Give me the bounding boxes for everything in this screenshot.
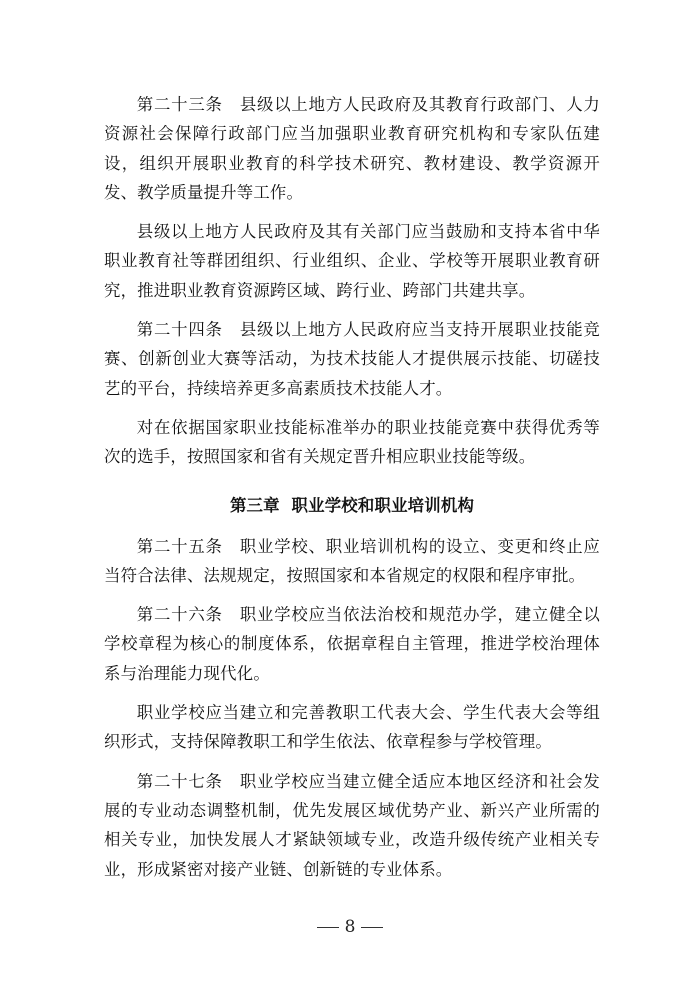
article-number: 第二十四条 [136, 320, 223, 340]
article-25-paragraph [104, 532, 600, 591]
paragraph-text: 县级以上地方人民政府及其有关部门应当鼓励和支持本省中华职业教育社等群团组织、行业组织、企业、学校等开展职业教育研究，推进职业教育资源跨区域、跨行业、跨部门共建共享。 [104, 222, 600, 300]
article-26-paragraph [104, 600, 600, 688]
paragraph [104, 413, 600, 472]
page-number: 8 [344, 917, 356, 937]
document-body [104, 90, 600, 884]
paragraph-text: 职业学校应当建立健全适应本地区经济和社会发展的专业动态调整机制，优先发展区域优势产业、新兴产业所需的相关专业，加快发展人才紧缺领域专业，改造升级传统产业相关专业，形成紧密对接产业链、创新链的专业体系。 [104, 771, 601, 879]
article-number: 第二十七条 [136, 771, 223, 791]
article-23-paragraph [104, 90, 600, 207]
paragraph [104, 698, 600, 757]
paragraph-text: 县级以上地方人民政府及其教育行政部门、人力资源社会保障行政部门应当加强职业教育研究机构和专家队伍建设，组织开展职业教育的科学技术研究、教材建设、教学资源开发、教学质量提升等工作。 [104, 95, 601, 202]
article-27-paragraph [104, 767, 600, 884]
paragraph-text: 职业学校、职业培训机构的设立、变更和终止应当符合法律、法规规定，按照国家和本省规定的权限和程序审批。 [104, 536, 601, 585]
chapter-heading: 第三章 职业学校和职业培训机构 [229, 495, 475, 515]
article-number: 第二十六条 [136, 605, 223, 625]
paragraph-text: 县级以上地方人民政府应当支持开展职业技能竞赛、创新创业大赛等活动，为技术技能人才提供展示技能、切磋技艺的平台，持续培养更多高素质技术技能人才。 [104, 320, 601, 398]
paragraph-text: 对在依据国家职业技能标准举办的职业技能竞赛中获得优秀等次的选手，按照国家和省有关规定晋升相应职业技能等级。 [104, 417, 600, 467]
paragraph [104, 217, 600, 305]
left-dash [317, 927, 339, 928]
article-number: 第二十三条 [136, 95, 223, 114]
paragraph-text: 职业学校应当建立和完善教职工代表大会、学生代表大会等组织形式，支持保障教职工和学生依法、依章程参与学校管理。 [104, 703, 600, 752]
page-footer [0, 917, 700, 937]
article-24-paragraph [104, 315, 600, 403]
paragraph-text: 职业学校应当依法治校和规范办学，建立健全以学校章程为核心的制度体系，依据章程自主管理，推进学校治理体系与治理能力现代化。 [104, 605, 601, 683]
article-number: 第二十五条 [136, 536, 223, 556]
right-dash [361, 927, 383, 928]
